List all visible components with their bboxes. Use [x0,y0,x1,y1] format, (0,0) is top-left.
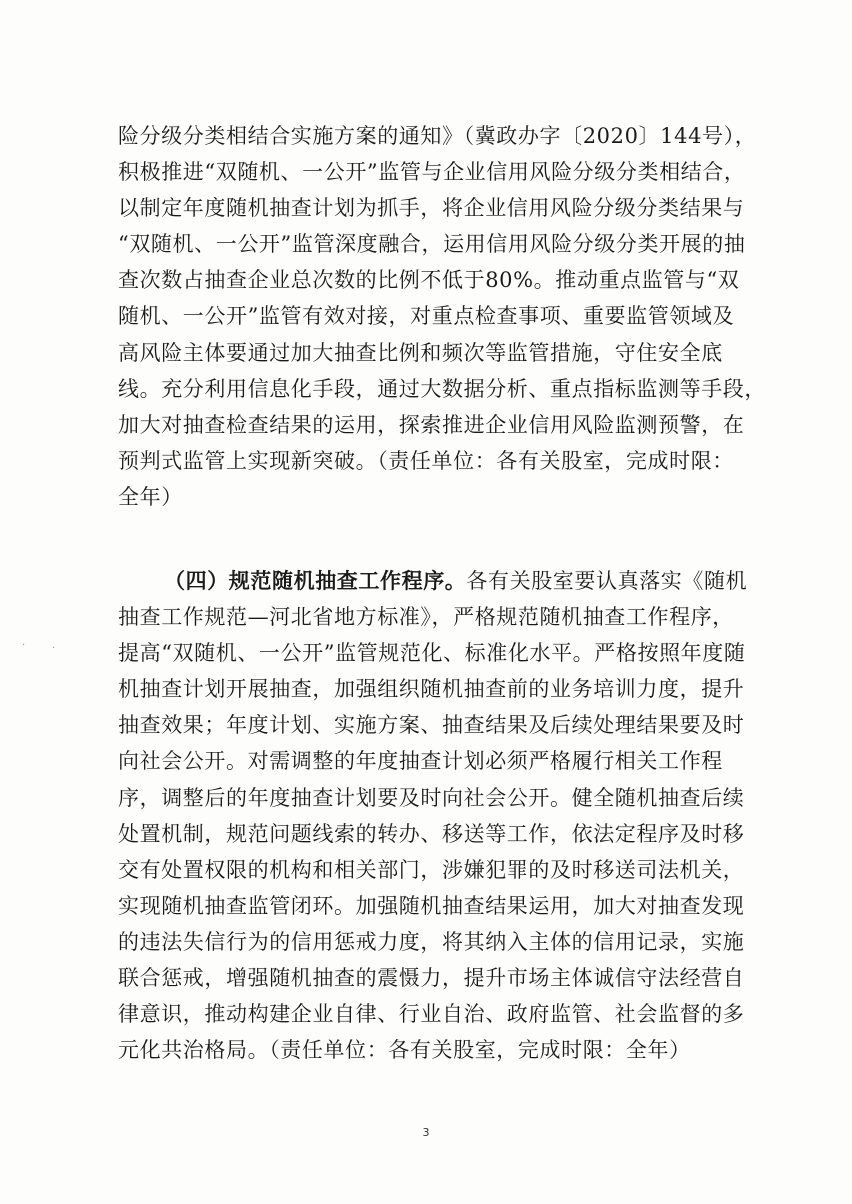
paragraph-2-first-line-rest: 各有关股室要认真落实《随机 [466,569,748,593]
paragraph-1 [118,118,786,515]
paragraph-2-line: 律意识，推动构建企业自律、行业自治、政府监管、社会监督的多 [118,1002,745,1027]
scan-speck: · [52,643,56,654]
paragraph-2-line: 联合惩戒，增强随机抽查的震慑力，提升市场主体诚信守法经营自 [118,966,745,991]
paragraph-2-first-line [118,563,786,599]
paragraph-2-line: 提高“双随机、一公开”监管规范化、标准化水平。严格按照年度随 [118,641,746,666]
page-number: 3 [422,1126,430,1139]
paragraph-1-line: 查次数占抽查企业总次数的比例不低于80%。推动重点监管与“双 [118,268,740,293]
paragraph-2-line: 抽查效果；年度计划、实施方案、抽查结果及后续处理结果要及时 [118,713,745,738]
paragraph-2-line: 处置机制，规范问题线索的转办、移送等工作，依法定程序及时移 [118,821,745,846]
paragraph-1-line: 加大对抽查检查结果的运用，探索推进企业信用风险监测预警，在 [118,412,745,437]
paragraph-1-line: 全年） [118,484,183,509]
paragraph-1-line: 高风险主体要通过加大抽查比例和频次等监管措施，守住安全底 [118,340,723,365]
section-heading: （四）规范随机抽查工作程序。 [164,568,467,593]
paragraph-2-line: 序，调整后的年度抽查计划要及时向社会公开。健全随机抽查后续 [118,785,745,810]
paragraph-1-line: 积极推进“双随机、一公开”监管与企业信用风险分级分类相结合， [118,160,746,185]
paragraph-2-line: 抽查工作规范—河北省地方标准》，严格规范随机抽查工作程序， [118,605,734,630]
paragraph-2-line: 实现随机抽查监管闭环。加强随机抽查结果运用，加大对抽查发现 [118,893,745,918]
paragraph-1-line: 预判式监管上实现新突破。（责任单位：各有关股室，完成时限： [118,448,734,473]
paragraph-2 [118,563,786,1068]
paragraph-2-line: 的违法失信行为的信用惩戒力度，将其纳入主体的信用记录，实施 [118,929,745,954]
paragraph-1-line: 线。充分利用信息化手段，通过大数据分析、重点指标监测等手段， [118,376,766,401]
paragraph-1-line: 险分级分类相结合实施方案的通知》（冀政办字〔2020〕144号）， [118,124,757,148]
paragraph-2-line: 向社会公开。对需调整的年度抽查计划必须严格履行相关工作程 [118,749,723,774]
paragraph-2-line: 元化共治格局。（责任单位：各有关股室，完成时限：全年） [118,1038,691,1063]
paragraph-2-line: 交有处置权限的机构和相关部门，涉嫌犯罪的及时移送司法机关， [118,857,745,882]
paragraph-1-line: 随机、一公开”监管有效对接，对重点检查事项、重要监管领域及 [118,304,735,329]
scan-speck: · [22,640,26,651]
paragraph-2-line: 机抽查计划开展抽查，加强组织随机抽查前的业务培训力度，提升 [118,677,745,702]
paragraph-1-line: 以制定年度随机抽查计划为抓手，将企业信用风险分级分类结果与 [118,196,745,221]
paragraph-1-line: “双随机、一公开”监管深度融合，运用信用风险分级分类开展的抽 [118,232,746,257]
